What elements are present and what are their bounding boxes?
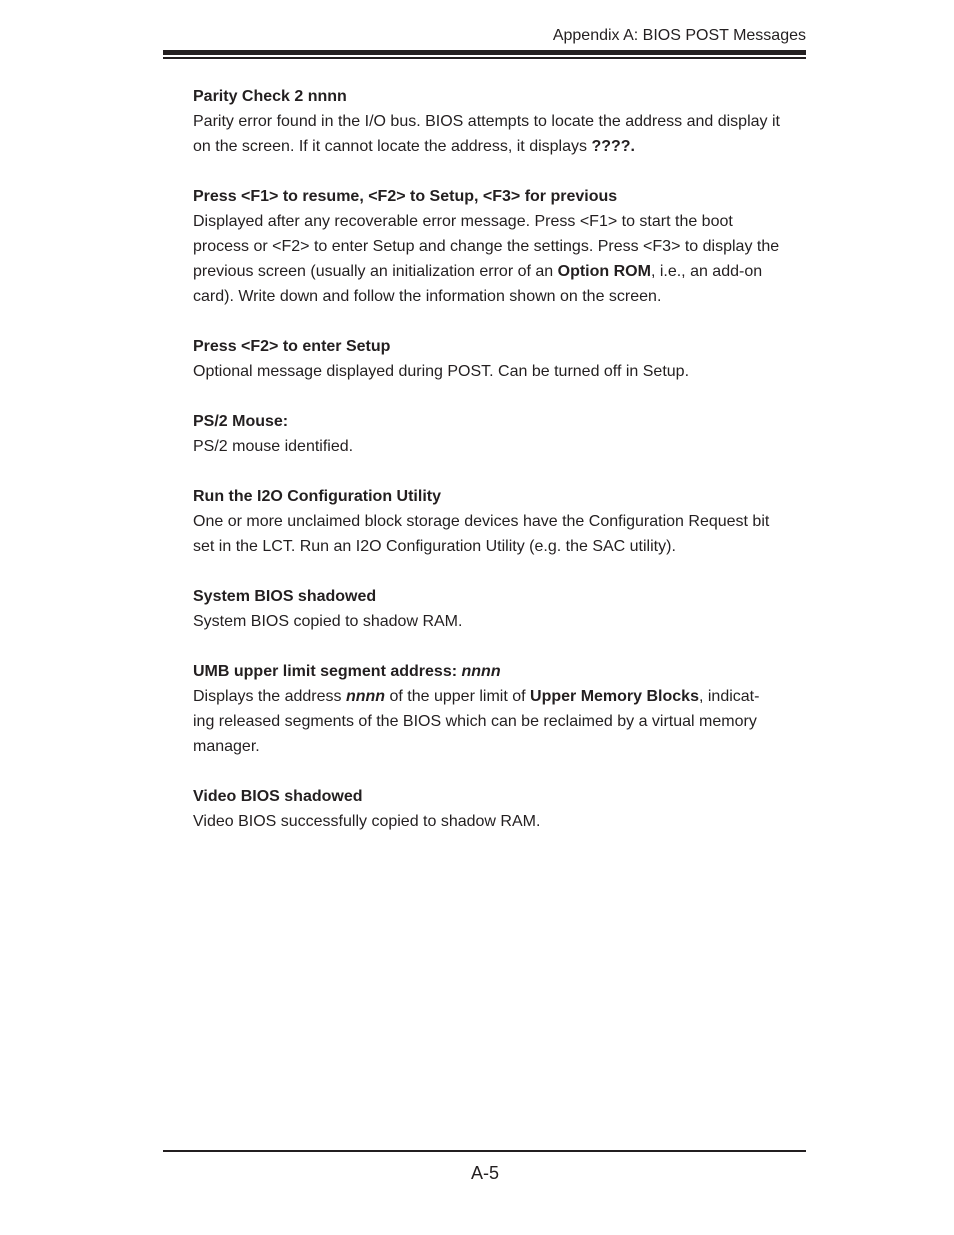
text-run: process or <F2> to enter Setup and change the settings. Press <F3> to display the (193, 238, 780, 255)
post-message-title-text: UMB upper limit segment address: (193, 663, 462, 680)
post-message-title (193, 484, 808, 509)
text-run: Optional message displayed during POST. Can be turned off in Setup. (193, 363, 690, 380)
description-line (193, 509, 808, 534)
description-line (193, 709, 808, 734)
page-number: A-5 (470, 1163, 499, 1183)
text-run: Displays the address (193, 688, 346, 705)
post-message-entry (193, 584, 808, 634)
post-message-description (193, 609, 808, 634)
text-run: , indicat- (698, 688, 760, 705)
post-message-entry (193, 409, 808, 459)
header-rule-thin (163, 57, 806, 59)
text-run: PS/2 mouse identified. (193, 438, 354, 455)
emphasized-text: ????. (591, 138, 635, 155)
post-message-title-text: Press <F1> to resume, <F2> to Setup, <F3> for previous (193, 188, 618, 205)
post-message-entry (193, 484, 808, 559)
post-message-title-text: Run the I2O Configuration Utility (193, 488, 441, 505)
post-message-entry (193, 84, 808, 159)
post-message-title (193, 784, 808, 809)
description-line (193, 109, 808, 134)
header-rule-thick (163, 50, 806, 55)
post-message-title (193, 659, 808, 684)
post-message-title-text: System BIOS shadowed (193, 588, 377, 605)
description-line (193, 234, 808, 259)
post-message-description (193, 684, 808, 759)
description-line (193, 434, 808, 459)
post-message-entry (193, 784, 808, 834)
post-message-description (193, 434, 808, 459)
post-message-description (193, 809, 808, 834)
description-line (193, 209, 808, 234)
description-line (193, 134, 808, 159)
text-run: ing released segments of the BIOS which can be reclaimed by a virtual memory (193, 713, 757, 730)
post-message-title-text: PS/2 Mouse: (193, 413, 289, 430)
description-line (193, 734, 808, 759)
text-run: of the upper limit of (385, 688, 531, 705)
post-message-title (193, 409, 808, 434)
text-run: previous screen (usually an initialization error of an (193, 263, 558, 280)
text-run: card). Write down and follow the information shown on the screen. (193, 288, 662, 305)
text-run: on the screen. If it cannot locate the address, it displays (193, 138, 592, 155)
description-line (193, 284, 808, 309)
post-message-description (193, 509, 808, 559)
post-message-title-text: Parity Check 2 nnnn (193, 88, 347, 105)
post-message-title-variable: nnnn (461, 663, 501, 680)
description-line (193, 259, 808, 284)
post-message-title-text: Video BIOS shadowed (193, 788, 363, 805)
emphasized-text: nnnn (345, 688, 386, 705)
emphasized-text: Upper Memory Blocks (530, 688, 699, 705)
text-run: , i.e., an add-on (650, 263, 763, 280)
post-message-description (193, 359, 808, 384)
text-run: manager. (193, 738, 260, 755)
post-message-title (193, 84, 808, 109)
text-run: System BIOS copied to shadow RAM. (193, 613, 463, 630)
post-message-title (193, 584, 808, 609)
text-run: Parity error found in the I/O bus. BIOS attempts to locate the address and display it (193, 113, 780, 130)
description-line (193, 359, 808, 384)
footer-rule (163, 1150, 806, 1152)
running-header: Appendix A: BIOS POST Messages (552, 27, 806, 44)
post-message-entry (193, 184, 808, 309)
description-line (193, 534, 808, 559)
post-message-title (193, 334, 808, 359)
post-message-description (193, 209, 808, 309)
post-message-description (193, 109, 808, 159)
post-message-entry (193, 659, 808, 759)
description-line (193, 609, 808, 634)
post-message-title-text: Press <F2> to enter Setup (193, 338, 391, 355)
description-line (193, 684, 808, 709)
text-run: set in the LCT. Run an I2O Configuration Utility (e.g. the SAC utility). (193, 538, 676, 555)
post-message-list (193, 84, 808, 859)
emphasized-text: Option ROM (557, 263, 651, 280)
text-run: One or more unclaimed block storage devices have the Configuration Request bit (193, 513, 770, 530)
post-message-title (193, 184, 808, 209)
text-run: Video BIOS successfully copied to shadow RAM. (193, 813, 541, 830)
post-message-entry (193, 334, 808, 384)
description-line (193, 809, 808, 834)
text-run: Displayed after any recoverable error message. Press <F1> to start the boot (193, 213, 733, 230)
